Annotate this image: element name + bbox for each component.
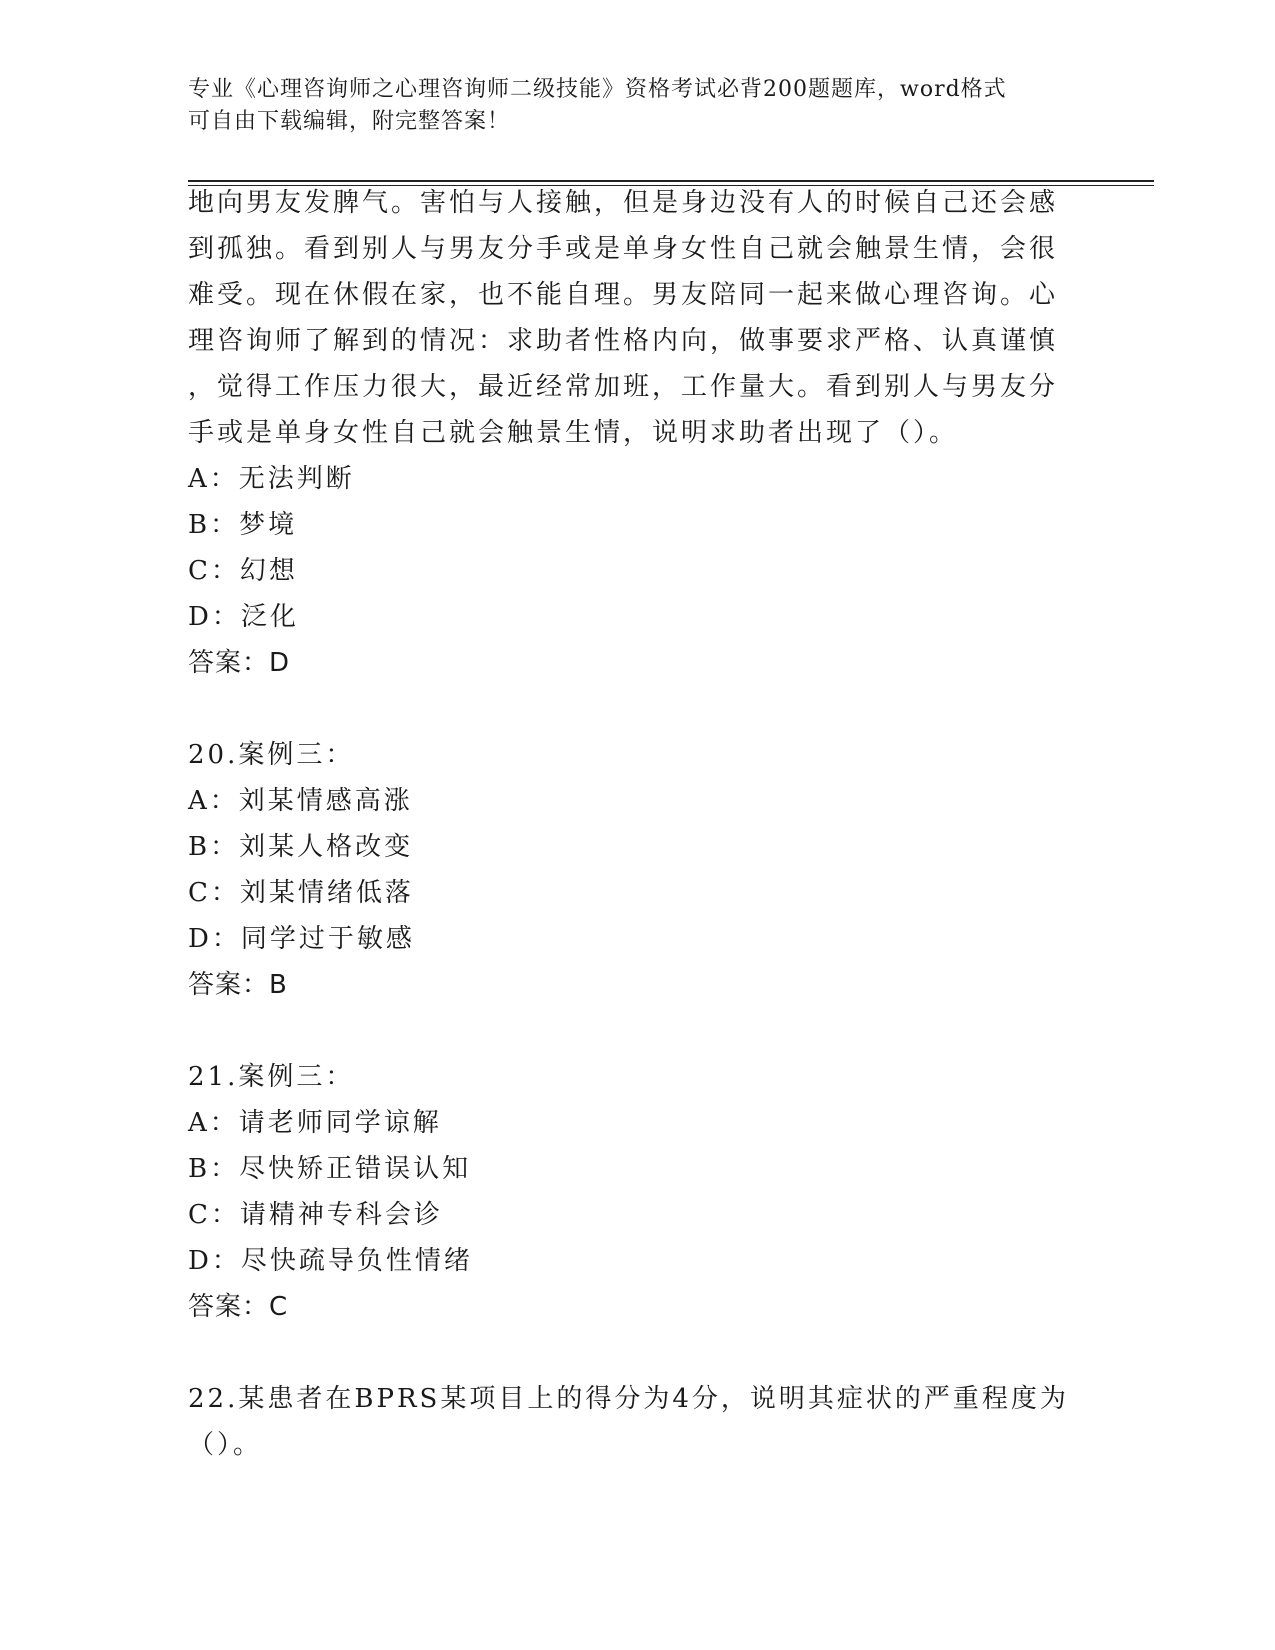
q19-stem-line: 地向男友发脾气。害怕与人接触，但是身边没有人的时候自己还会感 <box>188 188 1059 218</box>
q20-answer: 答案：B <box>188 970 288 1000</box>
question-19 <box>188 180 1068 1468</box>
q19-stem-line: 理咨询师了解到的情况：求助者性格内向，做事要求严格、认真谨慎 <box>188 326 1059 356</box>
q20-option-d: D：同学过于敏感 <box>188 924 415 954</box>
spacer <box>188 686 1068 732</box>
q22-stem-line: （）。 <box>188 1430 263 1460</box>
q20-option-a: A：刘某情感高涨 <box>188 786 413 816</box>
q20-option-c: C：刘某情绪低落 <box>188 878 414 908</box>
q21-option-c: C：请精神专科会诊 <box>188 1200 443 1230</box>
q19-stem-line: 到孤独。看到别人与男友分手或是单身女性自己就会触景生情，会很 <box>188 234 1059 264</box>
q19-answer: 答案：D <box>188 648 291 678</box>
q21-option-d: D：尽快疏导负性情绪 <box>188 1246 473 1276</box>
q20-title: 20.案例三： <box>188 740 355 770</box>
q19-option-d: D：泛化 <box>188 602 299 632</box>
spacer <box>188 1330 1068 1376</box>
q21-answer: 答案：C <box>188 1292 289 1322</box>
header-line-1: 专业《心理咨询师之心理咨询师二级技能》资格考试必背200题题库，word格式 <box>188 77 1007 102</box>
q20-option-b: B：刘某人格改变 <box>188 832 414 862</box>
q19-option-b: B：梦境 <box>188 510 298 540</box>
q21-title: 21.案例三： <box>188 1062 355 1092</box>
q22-stem-line: 22.某患者在BPRS某项目上的得分为4分，说明其症状的严重程度为 <box>188 1384 1069 1414</box>
header-line-2: 可自由下载编辑，附完整答案！ <box>188 109 511 134</box>
q19-stem-line: 难受。现在休假在家，也不能自理。男友陪同一起来做心理咨询。心 <box>188 280 1059 310</box>
q19-option-a: A：无法判断 <box>188 464 355 494</box>
q19-stem-line: ，觉得工作压力很大，最近经常加班，工作量大。看到别人与男友分 <box>188 372 1059 402</box>
document-header <box>188 74 1068 138</box>
q21-option-b: B：尽快矫正错误认知 <box>188 1154 472 1184</box>
q19-stem-line: 手或是单身女性自己就会触景生情，说明求助者出现了（）。 <box>188 418 959 448</box>
q21-option-a: A：请老师同学谅解 <box>188 1108 442 1138</box>
spacer <box>188 1008 1068 1054</box>
q19-option-c: C：幻想 <box>188 556 298 586</box>
